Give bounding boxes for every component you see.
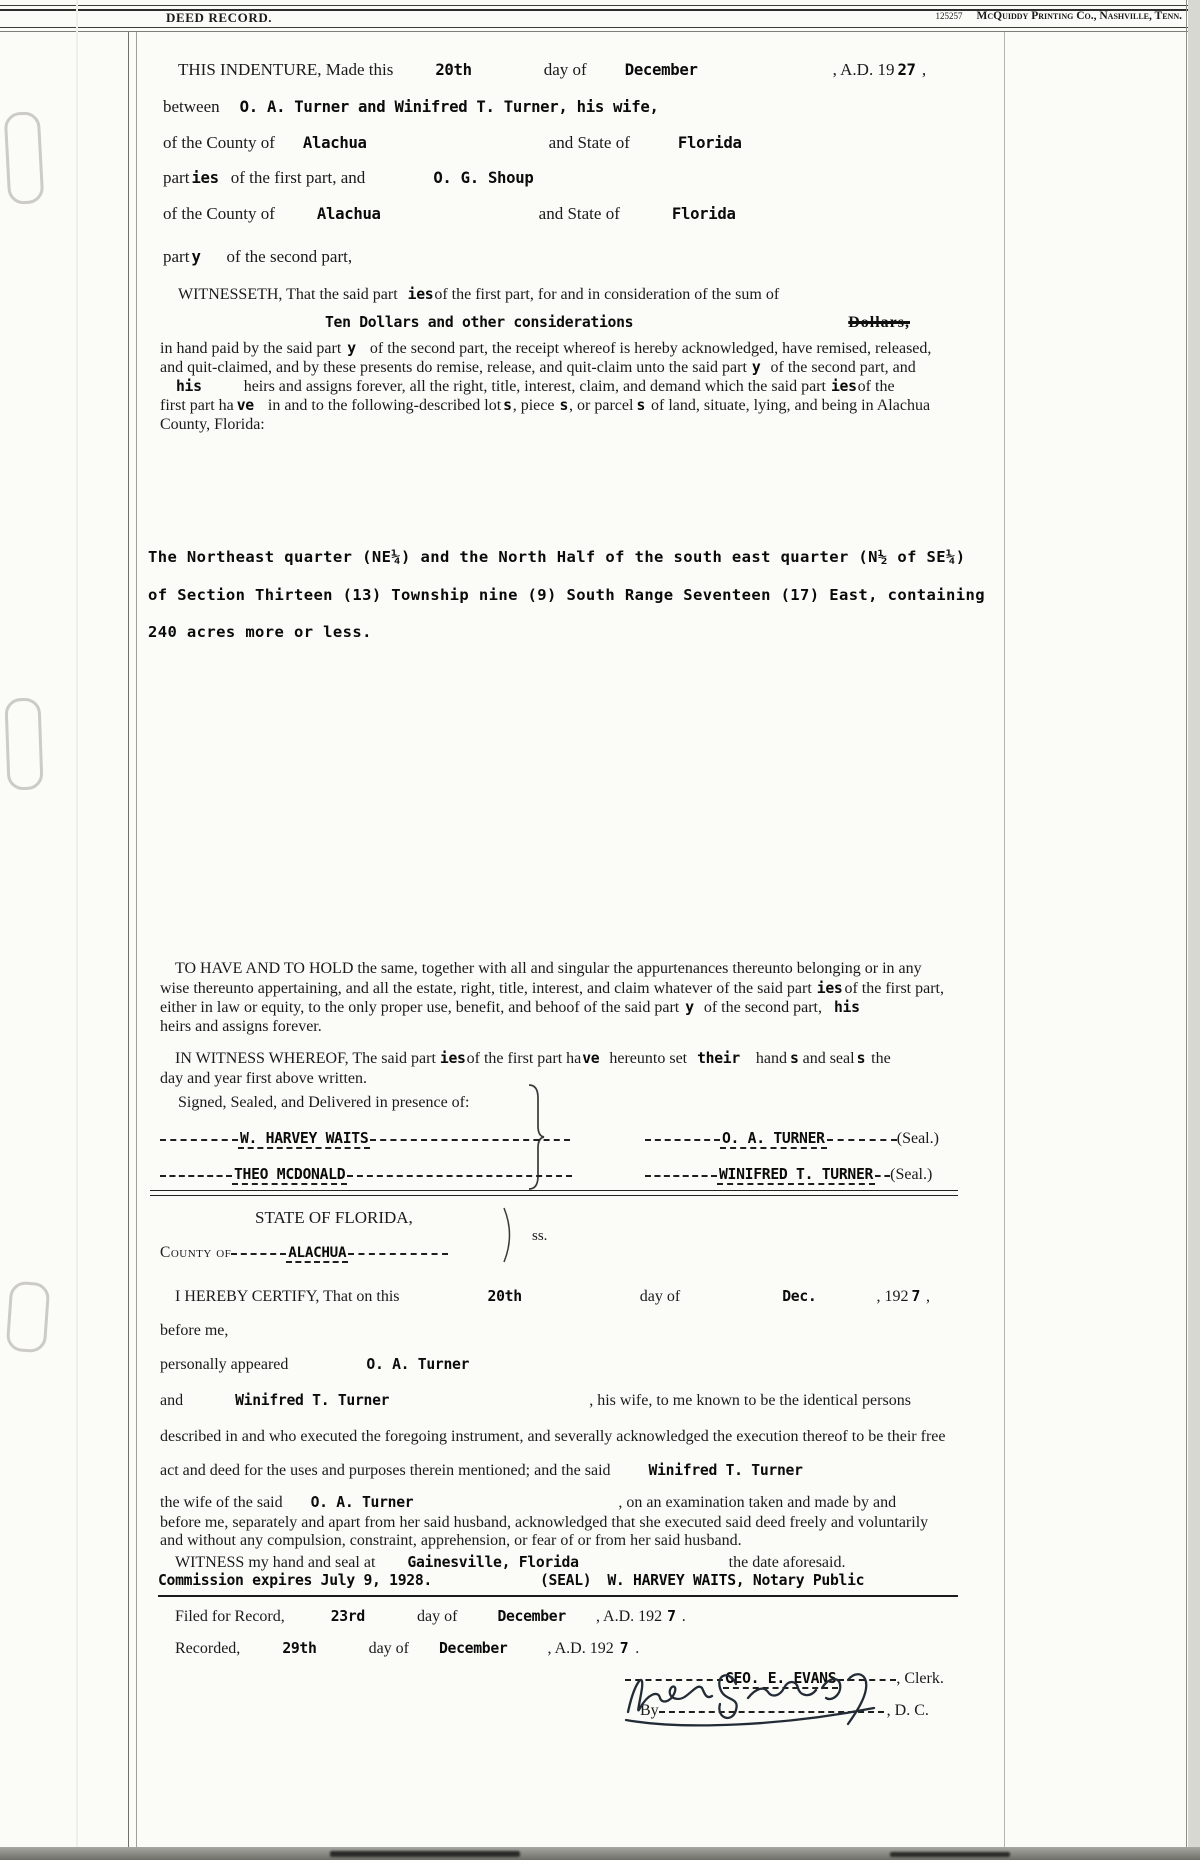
grantor-county-line: of the County of Alachua and State of Florida [163, 133, 742, 152]
printer-number: 125257 [935, 11, 963, 21]
in-witness-line: day and year first above written. [160, 1070, 368, 1087]
habendum-line: wise thereunto appertaining, and all the estate, right, title, interest, and claim whatever of the said part ies of the first part, [160, 980, 944, 997]
clerk-deputy-signature [612, 1650, 902, 1730]
witness-seal-line: WITNESS my hand and seal at Gainesville, Florida the date aforesaid. [175, 1554, 846, 1571]
habendum-line: either in law or equity, to the only proper use, benefit, and behoof of the said part y of the second part, his [160, 999, 860, 1016]
certify-line: and without any compulsion, constraint, apprehension, or fear of or from her said husband. [160, 1532, 742, 1549]
property-description-line: The Northeast quarter (NE¼) and the North Half of the south east quarter (N½ of SE¼) [148, 548, 966, 566]
binder-clip [6, 1281, 51, 1354]
ss-label: ss. [532, 1228, 548, 1244]
quitclaim-paragraph-line: and quit-claimed, and by these presents do remise, release, and quit-claim unto the said part y of the second part, and [160, 359, 916, 376]
venue-brace [500, 1206, 516, 1264]
witness-signature-row: THEO MCDONALD [160, 1166, 572, 1184]
grantee-county-line: of the County of Alachua and State of Florida [163, 204, 736, 223]
binder-clip [4, 111, 45, 205]
certify-line: before me, separately and apart from her said husband, acknowledged that she executed said deed freely and voluntarily [160, 1514, 929, 1531]
property-description-line: 240 acres more or less. [148, 623, 372, 641]
recorded-line: Recorded, 29th day of December , A.D. 192 7 . [175, 1640, 640, 1657]
grantor-signature-row: O. A. TURNER (Seal.) [645, 1130, 939, 1148]
second-party-line: part y of the second part, [163, 247, 353, 266]
printer-imprint [936, 10, 1182, 22]
printer-name: McQuiddy Printing Co., Nashville, Tenn. [976, 10, 1182, 22]
quitclaim-paragraph-line: County, Florida: [160, 416, 265, 433]
certify-line: before me, [160, 1322, 229, 1339]
header-rule [0, 5, 1200, 6]
header-rule [0, 31, 1200, 32]
consideration-line: Ten Dollars and other considerations Dollars, [325, 314, 910, 331]
witnesseth-line: WITNESSETH, That the said part iesof the first part, for and in consideration of the sum of [178, 286, 780, 303]
certify-line: I HEREBY CERTIFY, That on this 20th day of Dec. , 192 7 , [175, 1288, 931, 1305]
property-description-line: of Section Thirteen (13) Township nine (9) South Range Seventeen (17) East, containing [148, 586, 985, 604]
indenture-opening-line: THIS INDENTURE, Made this 20th day of December , A.D. 19 27 , [178, 60, 927, 79]
left-margin-rule [128, 32, 129, 1860]
quitclaim-paragraph-line: first part ha ve in and to the following-described lot s, piece s, or parcel s of land, situate, lying, and being in Alachua [160, 397, 931, 414]
certify-line: personally appeared O. A. Turner [160, 1356, 470, 1373]
left-margin-rule [136, 32, 137, 1860]
filed-for-record-line: Filed for Record, 23rd day of December , A.D. 192 7 . [175, 1608, 686, 1625]
grantor-names-line: between O. A. Turner and Winifred T. Turner, his wife, [163, 97, 659, 116]
witness-signature-row: W. HARVEY WAITS [160, 1130, 570, 1148]
presence-label: Signed, Sealed, and Delivered in presence of: [178, 1094, 470, 1111]
grantee-name-line: part ies of the first part, and O. G. Shoup [163, 168, 534, 187]
in-witness-line: IN WITNESS WHEREOF, The said part iesof the first part have hereunto set their hand s and seal s the [175, 1050, 891, 1067]
habendum-line: TO HAVE AND TO HOLD the same, together with all and singular the appurtenances thereunto belonging or in any [175, 960, 922, 977]
grantor-signature-row: WINIFRED T. TURNER (Seal.) [645, 1166, 932, 1184]
county-line: County of ALACHUA [160, 1244, 448, 1262]
certify-line: act and deed for the uses and purposes therein mentioned; and the said Winifred T. Turner [160, 1462, 803, 1479]
page-edge-shadow [1188, 0, 1200, 1860]
commission-notary-line: Commission expires July 9, 1928. (SEAL) W. HARVEY WAITS, Notary Public [158, 1572, 958, 1597]
binder-clip [4, 697, 43, 790]
section-divider [150, 1190, 958, 1196]
habendum-line: heirs and assigns forever. [160, 1018, 322, 1035]
scan-edge-band [0, 1847, 1200, 1860]
right-margin-rule [1004, 32, 1005, 1860]
scan-artifact [890, 1852, 1010, 1857]
header-rule [0, 27, 1200, 28]
quitclaim-paragraph-line: in hand paid by the said part y of the second part, the receipt whereof is hereby acknowledged, have remised, released, [160, 340, 932, 357]
quitclaim-paragraph-line: his heirs and assigns forever, all the right, title, interest, claim, and demand which the said part iesof the [176, 378, 895, 395]
deputy-clerk-row: By , D. C. [640, 1702, 929, 1719]
certify-line: the wife of the said O. A. Turner , on an examination taken and made by and [160, 1494, 897, 1511]
page-title: DEED RECORD. [166, 10, 273, 25]
fold-line [76, 0, 78, 1860]
certify-line: and Winifred T. Turner , his wife, to me known to be the identical persons [160, 1392, 911, 1409]
scan-artifact [330, 1851, 520, 1857]
certify-line: described in and who executed the foregoing instrument, and severally acknowledged the execution thereof to be their free [160, 1428, 946, 1445]
page-edge-line [1186, 0, 1187, 1860]
clerk-signature-row: GEO. E. EVANS , Clerk. [625, 1670, 944, 1688]
state-line: STATE OF FLORIDA, [255, 1208, 413, 1227]
